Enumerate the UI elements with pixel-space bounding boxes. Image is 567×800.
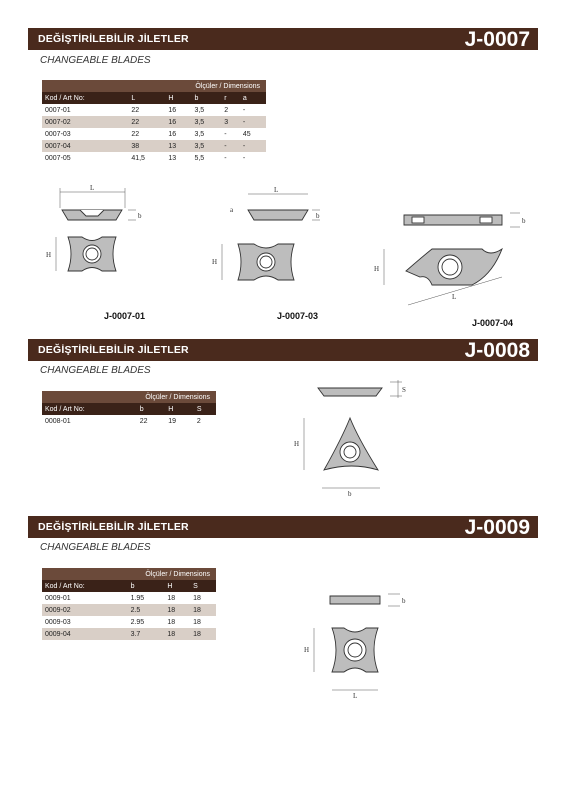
col-header: b (137, 403, 166, 415)
cell: 2 (194, 415, 216, 427)
dim-label-H: H (374, 265, 380, 273)
caption-0007-04: J-0007-04 (472, 318, 514, 328)
dim-label-b: b (348, 490, 352, 498)
blade-drawing-0007-04 (372, 205, 532, 325)
section-header-j0007 (28, 28, 538, 50)
section-header-j0009 (28, 516, 538, 538)
cell-code: 0007-04 (42, 140, 128, 152)
dimensions-label: Ölçüler / Dimensions (42, 391, 216, 403)
cell: 16 (165, 104, 191, 116)
dim-label-H: H (294, 440, 300, 448)
dim-label-b: b (522, 217, 526, 225)
col-header: S (194, 403, 216, 415)
cell: 22 (128, 104, 165, 116)
blade-drawing-0008 (290, 380, 420, 500)
dim-label-S: S (402, 386, 406, 394)
dim-label-a: a (230, 206, 234, 214)
cell-code: 0009-04 (42, 628, 128, 640)
cell: 18 (164, 628, 190, 640)
spec-table-j0009 (42, 568, 216, 640)
cell: 38 (128, 140, 165, 152)
section-subtitle: CHANGEABLE BLADES (40, 55, 151, 66)
table-row (42, 116, 266, 128)
cell-code: 0008-01 (42, 415, 137, 427)
caption-0007-03: J-0007-03 (277, 311, 319, 321)
cell: - (221, 140, 240, 152)
cell-code: 0007-03 (42, 128, 128, 140)
cell: 16 (165, 116, 191, 128)
col-header: b (191, 92, 221, 104)
dim-label-H: H (46, 251, 52, 259)
table-row (42, 628, 216, 640)
cell-code: 0009-02 (42, 604, 128, 616)
cell: 5,5 (191, 152, 221, 164)
dim-label-H: H (212, 258, 218, 266)
cell: - (240, 116, 266, 128)
col-header: Kod / Art No: (42, 403, 137, 415)
section-title: DEĞİŞTİRİLEBİLİR JİLETLER (38, 33, 189, 45)
cell: - (240, 152, 266, 164)
dim-label-H: H (304, 646, 310, 654)
section-subtitle: CHANGEABLE BLADES (40, 365, 151, 376)
col-header: H (165, 92, 191, 104)
blade-drawing-0009 (300, 588, 420, 703)
table-row (42, 616, 216, 628)
col-header: H (165, 403, 194, 415)
cell-code: 0007-05 (42, 152, 128, 164)
dim-label-L: L (274, 186, 279, 194)
section-code: J-0008 (464, 339, 530, 362)
caption-0007-01: J-0007-01 (104, 311, 146, 321)
cell-code: 0007-01 (42, 104, 128, 116)
table-row (42, 104, 266, 116)
table-row (42, 592, 216, 604)
cell-code: 0009-01 (42, 592, 128, 604)
dim-label-b: b (138, 212, 142, 220)
table-header-row (42, 580, 216, 592)
cell: - (221, 128, 240, 140)
dimensions-label: Ölçüler / Dimensions (42, 80, 266, 92)
table-header-row (42, 92, 266, 104)
cell: 2 (221, 104, 240, 116)
blade-drawing-0007-03 (208, 182, 328, 302)
col-header: b (128, 580, 165, 592)
cell: 3,5 (191, 116, 221, 128)
section-subtitle: CHANGEABLE BLADES (40, 542, 151, 553)
cell: 13 (165, 140, 191, 152)
cell: 18 (190, 616, 216, 628)
blade-drawing-0007-01 (40, 182, 150, 302)
table-row (42, 152, 266, 164)
table-row (42, 604, 216, 616)
dimensions-label: Ölçüler / Dimensions (42, 568, 216, 580)
cell: 1.95 (128, 592, 165, 604)
cell: 22 (128, 128, 165, 140)
col-header: r (221, 92, 240, 104)
cell: 3,5 (191, 128, 221, 140)
dim-label-b: b (316, 212, 320, 220)
cell: - (240, 140, 266, 152)
section-header-j0008 (28, 339, 538, 361)
col-header: a (240, 92, 266, 104)
cell: 19 (165, 415, 194, 427)
spec-table-j0007 (42, 80, 266, 164)
table-row (42, 128, 266, 140)
section-code: J-0007 (464, 28, 530, 51)
cell: 13 (165, 152, 191, 164)
cell: 41,5 (128, 152, 165, 164)
col-header: S (190, 580, 216, 592)
col-header: Kod / Art No: (42, 92, 128, 104)
cell: 3 (221, 116, 240, 128)
section-title: DEĞİŞTİRİLEBİLİR JİLETLER (38, 521, 189, 533)
cell: 18 (190, 628, 216, 640)
cell: 2.95 (128, 616, 165, 628)
cell: - (240, 104, 266, 116)
table-row (42, 140, 266, 152)
cell-code: 0009-03 (42, 616, 128, 628)
spec-table-j0008 (42, 391, 216, 427)
dim-label-b: b (402, 597, 406, 605)
section-title: DEĞİŞTİRİLEBİLİR JİLETLER (38, 344, 189, 356)
cell: 22 (128, 116, 165, 128)
section-code: J-0009 (464, 516, 530, 539)
col-header: Kod / Art No: (42, 580, 128, 592)
cell: 18 (164, 616, 190, 628)
cell: 18 (164, 592, 190, 604)
cell: 3,5 (191, 140, 221, 152)
col-header: H (164, 580, 190, 592)
table-header-row (42, 403, 216, 415)
dim-label-L: L (353, 692, 358, 700)
cell-code: 0007-02 (42, 116, 128, 128)
cell: 18 (190, 592, 216, 604)
cell: 3,5 (191, 104, 221, 116)
cell: 18 (164, 604, 190, 616)
dim-label-L: L (452, 293, 457, 301)
col-header: L (128, 92, 165, 104)
cell: 16 (165, 128, 191, 140)
cell: 18 (190, 604, 216, 616)
table-row (42, 415, 216, 427)
cell: - (221, 152, 240, 164)
cell: 22 (137, 415, 166, 427)
cell: 3.7 (128, 628, 165, 640)
cell: 45 (240, 128, 266, 140)
dim-label-L: L (90, 184, 95, 192)
cell: 2.5 (128, 604, 165, 616)
